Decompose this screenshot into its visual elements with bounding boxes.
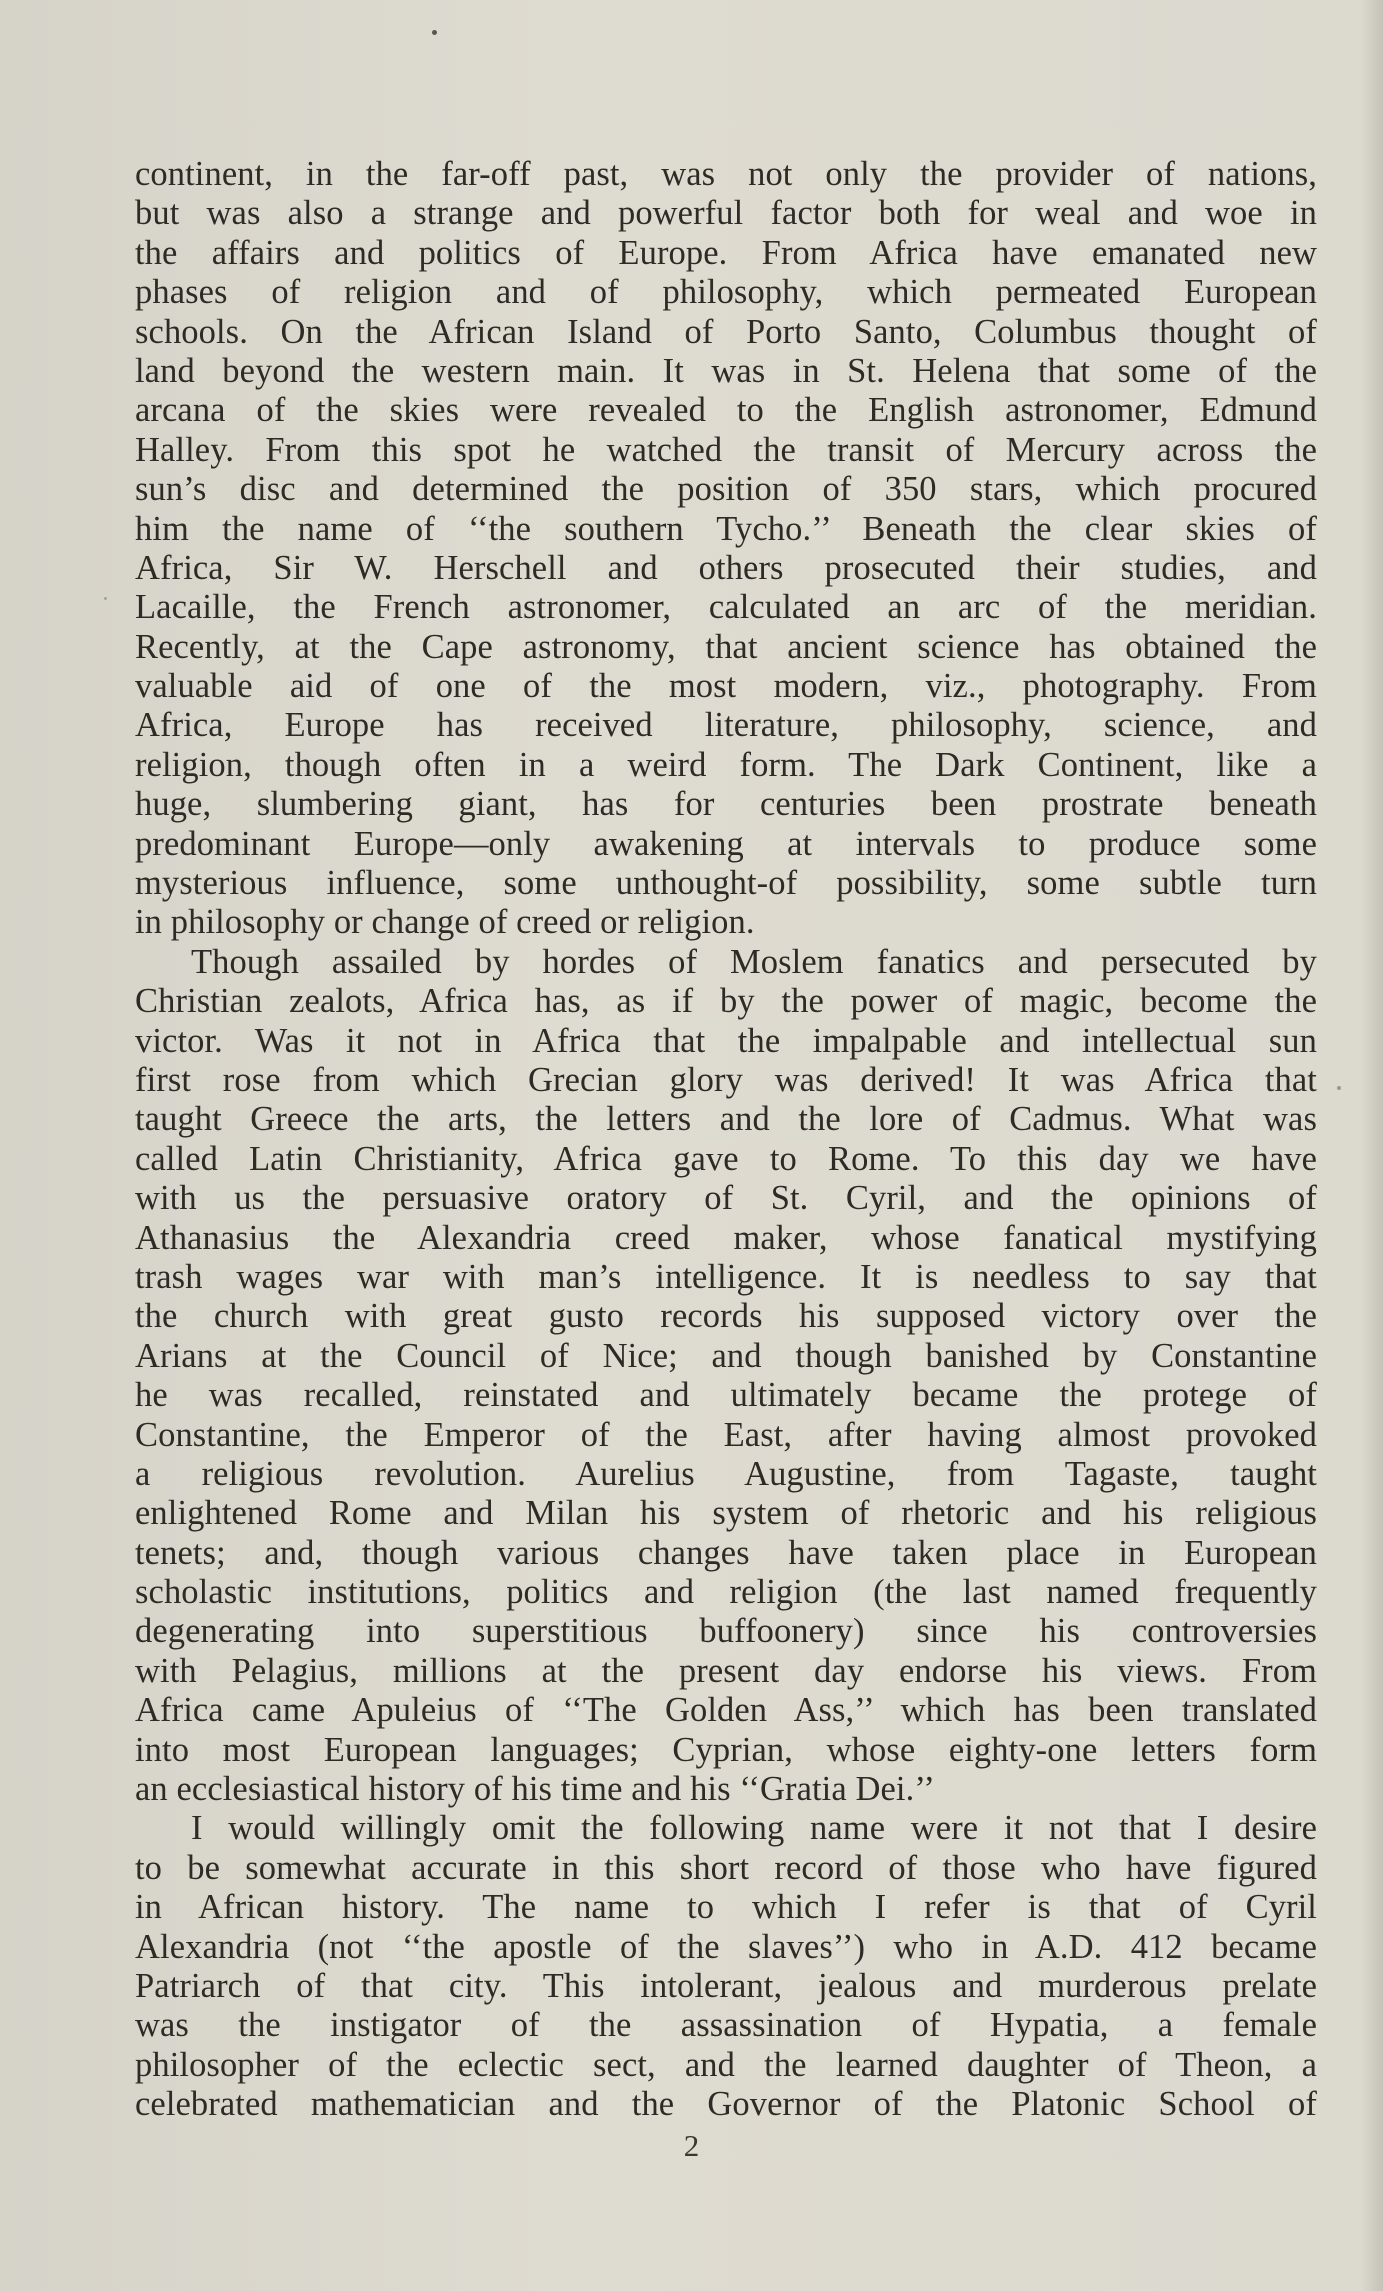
- text-line: a religious revolution. Aurelius Augustine, from Tagaste, taught: [135, 1454, 1317, 1493]
- text-line: into most European languages; Cyprian, whose eighty-one letters form: [135, 1730, 1317, 1769]
- page-number: 2: [683, 2128, 700, 2163]
- text-line: was the instigator of the assassination of Hypatia, a female: [135, 2006, 1317, 2045]
- page-edge-shadow: [1361, 0, 1383, 2291]
- text-line: Christian zealots, Africa has, as if by the power of magic, become the: [135, 982, 1317, 1021]
- text-line: in African history. The name to which I refer is that of Cyril: [135, 1888, 1317, 1927]
- text-line: him the name of ‘‘the southern Tycho.’’ Beneath the clear skies of: [135, 509, 1317, 548]
- text-line: Athanasius the Alexandria creed maker, whose fanatical mystifying: [135, 1218, 1317, 1257]
- text-line: scholastic institutions, politics and religion (the last named frequently: [135, 1573, 1317, 1612]
- text-line: Halley. From this spot he watched the transit of Mercury across the: [135, 430, 1317, 469]
- text-line: with us the persuasive oratory of St. Cyril, and the opinions of: [135, 1179, 1317, 1218]
- text-line: Though assailed by hordes of Moslem fanatics and persecuted by: [191, 942, 1317, 981]
- text-line: predominant Europe—only awakening at intervals to produce some: [135, 824, 1317, 863]
- text-line: taught Greece the arts, the letters and the lore of Cadmus. What was: [135, 1100, 1317, 1139]
- dust-speck: [1337, 1086, 1341, 1090]
- text-line: he was recalled, reinstated and ultimately became the protege of: [135, 1376, 1317, 1415]
- text-line: celebrated mathematician and the Governor of the Platonic School of: [135, 2085, 1317, 2124]
- text-line: with Pelagius, millions at the present day endorse his views. From: [135, 1651, 1317, 1690]
- text-line: phases of religion and of philosophy, which permeated European: [135, 273, 1317, 312]
- paragraph: [135, 155, 1317, 943]
- text-line: enlightened Rome and Milan his system of rhetoric and his religious: [135, 1494, 1317, 1533]
- text-line: trash wages war with man’s intelligence. It is needless to say that: [135, 1257, 1317, 1296]
- text-line: the affairs and politics of Europe. From Africa have emanated new: [135, 233, 1317, 272]
- text-line: philosopher of the eclectic sect, and the learned daughter of Theon, a: [135, 2045, 1317, 2084]
- text-line: huge, slumbering giant, has for centuries been prostrate beneath: [135, 785, 1317, 824]
- text-line: victor. Was it not in Africa that the impalpable and intellectual sun: [135, 1021, 1317, 1060]
- text-line: the church with great gusto records his supposed victory over the: [135, 1297, 1317, 1336]
- dust-speck: [432, 30, 437, 35]
- text-line: schools. On the African Island of Porto Santo, Columbus thought of: [135, 312, 1317, 351]
- text-line: sun’s disc and determined the position of 350 stars, which procured: [135, 470, 1317, 509]
- text-line: called Latin Christianity, Africa gave to Rome. To this day we have: [135, 1139, 1317, 1178]
- paragraph: [135, 943, 1317, 1810]
- text-line: valuable aid of one of the most modern, viz., photography. From: [135, 667, 1317, 706]
- text-line: but was also a strange and powerful factor both for weal and woe in: [135, 194, 1317, 233]
- text-line: Arians at the Council of Nice; and though banished by Constantine: [135, 1336, 1317, 1375]
- text-line: Constantine, the Emperor of the East, after having almost provoked: [135, 1415, 1317, 1454]
- text-line: land beyond the western main. It was in St. Helena that some of the: [135, 351, 1317, 390]
- text-line: in philosophy or change of creed or religion.: [135, 903, 755, 942]
- text-line: Alexandria (not ‘‘the apostle of the slaves’’) who in A.D. 412 became: [135, 1927, 1317, 1966]
- paragraph: [135, 1809, 1317, 2124]
- text-line: mysterious influence, some unthought-of possibility, some subtle turn: [135, 864, 1317, 903]
- text-line: arcana of the skies were revealed to the English astronomer, Edmund: [135, 391, 1317, 430]
- text-line: Africa, Europe has received literature, philosophy, science, and: [135, 706, 1317, 745]
- text-line: Patriarch of that city. This intolerant, jealous and murderous prelate: [135, 1966, 1317, 2005]
- text-line: I would willingly omit the following name were it not that I desire: [191, 1809, 1317, 1848]
- text-line: Recently, at the Cape astronomy, that ancient science has obtained the: [135, 627, 1317, 666]
- text-line: Africa came Apuleius of ‘‘The Golden Ass,’’ which has been translated: [135, 1691, 1317, 1730]
- text-line: continent, in the far-off past, was not only the provider of nations,: [135, 155, 1317, 193]
- text-line: Lacaille, the French astronomer, calculated an arc of the meridian.: [135, 588, 1317, 627]
- text-line: religion, though often in a weird form. The Dark Continent, like a: [135, 745, 1317, 784]
- text-line: tenets; and, though various changes have taken place in European: [135, 1533, 1317, 1572]
- text-line: to be somewhat accurate in this short record of those who have figured: [135, 1848, 1317, 1887]
- text-line: first rose from which Grecian glory was derived! It was Africa that: [135, 1060, 1317, 1099]
- dust-speck: [104, 597, 107, 600]
- text-line: degenerating into superstitious buffoonery) since his controversies: [135, 1612, 1317, 1651]
- body-text: [135, 155, 1317, 2125]
- text-line: an ecclesiastical history of his time and his ‘‘Gratia Dei.’’: [135, 1770, 935, 1809]
- text-line: Africa, Sir W. Herschell and others prosecuted their studies, and: [135, 548, 1317, 587]
